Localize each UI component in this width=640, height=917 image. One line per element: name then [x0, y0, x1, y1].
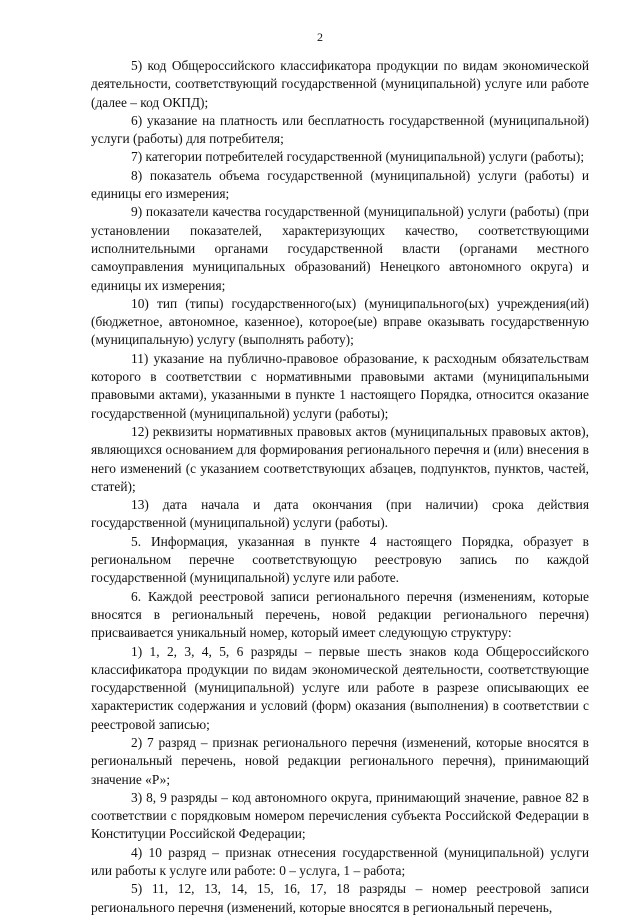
- paragraph: 13) дата начала и дата окончания (при наличии) срока действия государственной (муниципальной) услуги (работы).: [91, 497, 589, 531]
- page-number: 2: [317, 30, 323, 44]
- paragraph: 4) 10 разряд – признак отнесения государственной (муниципальной) услуги или работы к услуге или работе: 0 – услуга, 1 – работа;: [91, 844, 589, 879]
- paragraph: 8) показатель объема государственной (муниципальной) услуги (работы) и единицы его измерения;: [91, 167, 589, 202]
- paragraph: 10) тип (типы) государственного(ых) (муниципального(ых) учреждения(ий) (бюджетное, автономное, казенное), которое(ые) вправе оказывать государственную (муниципальную) услугу (выполнять работу);: [91, 295, 589, 348]
- paragraph: 5) код Общероссийского классификатора продукции по видам экономической деятельности, соответствующий государственной (муниципальной) услуге или работе (далее – код ОКПД);: [91, 58, 589, 110]
- paragraph: 1) 1, 2, 3, 4, 5, 6 разряды – первые шесть знаков кода Общероссийского классификатора продукции по видам экономической деятельности, соответствующие государственной (муниципальной) услуге или работе в разрезе описывающих ее характеристик содержания и условий (форм) оказания (выполнения) в соответствии с реестровой записью;: [91, 643, 589, 732]
- document-body: [91, 57, 589, 917]
- paragraph: 6. Каждой реестровой записи регионального перечня (изменениям, которые вносятся в региональный перечень, новой редакции регионального перечня) присваивается уникальный номер, который имеет следующую структуру:: [91, 588, 589, 641]
- paragraph: 7) категории потребителей государственной (муниципальной) услуги (работы);: [131, 149, 585, 165]
- paragraph: 3) 8, 9 разряды – код автономного округа, принимающий значение, равное 82 в соответствии с порядковым номером перечисления субъекта Российской Федерации в Конституции Российской Федерации;: [91, 789, 589, 842]
- paragraph: 6) указание на платность или бесплатность государственной (муниципальной) услуги (работы) для потребителя;: [91, 112, 589, 147]
- paragraph: 2) 7 разряд – признак регионального перечня (изменений, которые вносятся в региональный перечень, новой редакции регионального перечня), принимающий значение «Р»;: [91, 734, 589, 787]
- paragraph: 11) указание на публично-правовое образование, к расходным обязательствам которого в соответствии с нормативными правовыми актами (муниципальными правовыми актами), указанными в пункте 1 настоящего Порядка, относится оказание государственной (муниципальной) услуги (работы);: [91, 350, 589, 421]
- paragraph: 12) реквизиты нормативных правовых актов (муниципальных правовых актов), являющихся основанием для формирования регионального перечня и (или) внесения в него изменений (с указанием соответствующих абзацев, подпунктов, пунктов, частей, статей);: [91, 423, 589, 494]
- paragraph: 5. Информация, указанная в пункте 4 настоящего Порядка, образует в региональном перечне соответствующую реестровую запись по каждой государственной (муниципальной) услуге или работе.: [91, 533, 589, 586]
- paragraph: 5) 11, 12, 13, 14, 15, 16, 17, 18 разряды – номер реестровой записи регионального перечня (изменений, которые вносятся в региональный перечень,: [91, 881, 589, 915]
- paragraph: 9) показатели качества государственной (муниципальной) услуги (работы) (при установлении показателей, характеризующих качество, соответствующими исполнительными органами государственной власти (органами местного самоуправления муниципальных образований) Ненецкого автономного округа) и единицы их измерения;: [91, 204, 589, 293]
